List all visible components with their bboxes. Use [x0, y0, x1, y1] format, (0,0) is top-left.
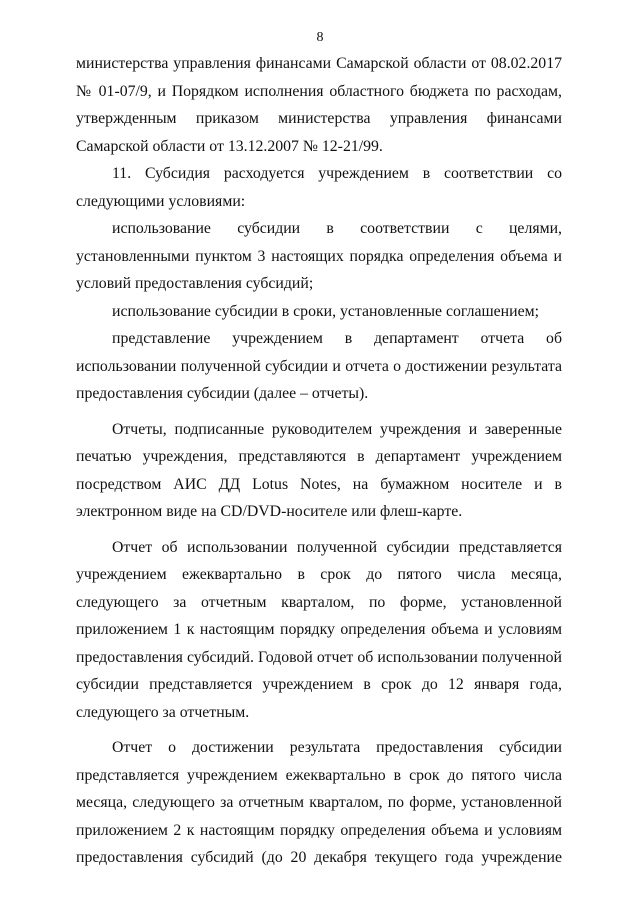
paragraph-reports-submission: Отчеты, подписанные руководителем учреждения и заверенные печатью учреждения, представляются в департамент учреждением посредством АИС ДД Lotus Notes, на бумажном носителе и в электронном виде на CD/DVD-носителе или флеш-карте. — [76, 420, 562, 520]
paragraph-condition-purpose: использование субсидии в соответствии с целями, установленными пунктом 3 настоящих порядка определения объема и условий предоставления субсидий; — [76, 220, 562, 292]
paragraph-item-11: 11. Субсидия расходуется учреждением в соответствии со следующими условиями: — [76, 165, 562, 210]
paragraph-result-report: Отчет о достижении результата предоставления субсидии представляется учреждением ежеквартально в срок до пятого числа месяца, следующего за отчетным кварталом, по форме, установленной приложением 2 к настоящим порядку определения объема и условиям предоставления субсидий (до 20 декабря текущего года учреждение — [76, 739, 562, 866]
paragraph-continuation: министерства управления финансами Самарской области от 08.02.2017 № 01-07/9, и Порядком исполнения областного бюджета по расходам, утвержденным приказом министерства управления финансами Самарской области от 13.12.2007 № 12-21/99. — [76, 55, 562, 155]
document-body — [76, 50, 562, 872]
paragraph-condition-terms: использование субсидии в сроки, установленные соглашением; — [112, 302, 539, 320]
paragraph-usage-report: Отчет об использовании полученной субсидии представляется учреждением ежеквартально в срок до пятого числа месяца, следующего за отчетным кварталом, по форме, установленной приложением 1 к настоящим порядку определения объема и условиям предоставления субсидий. Годовой отчет об использовании полученной субсидии представляется учреждением в срок до 12 января года, следующего за отчетным. — [76, 538, 562, 721]
page-number: 8 — [316, 30, 324, 45]
paragraph-condition-reports: представление учреждением в департамент отчета об использовании полученной субсидии и отчета о достижении результата предоставления субсидии (далее – отчеты). — [76, 330, 562, 402]
